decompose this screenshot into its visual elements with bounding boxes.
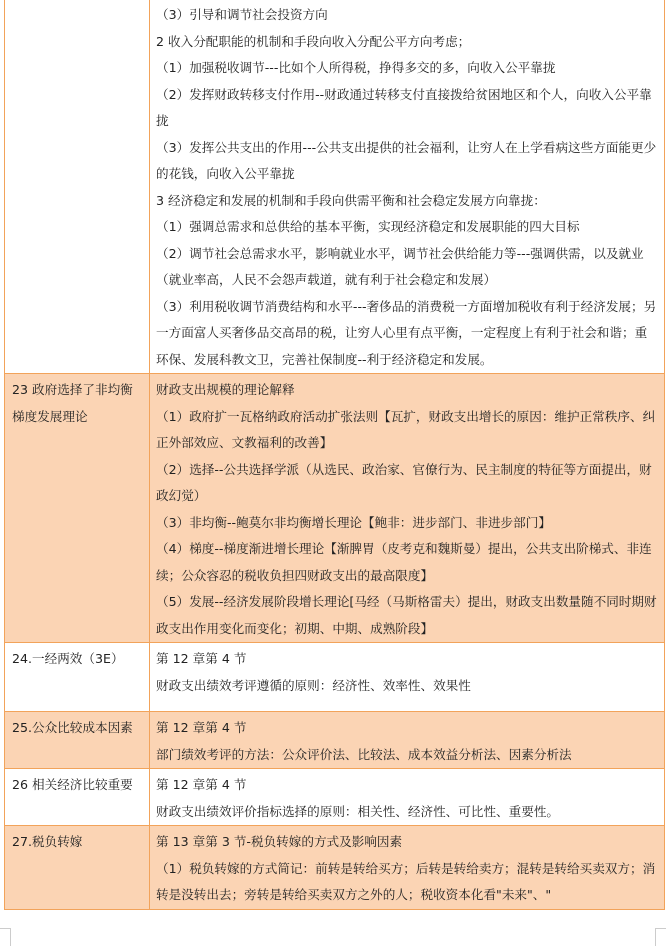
row-label: 24.一经两效（3E） — [5, 643, 150, 712]
content-line: （1）加强税收调节---比如个人所得税，挣得多交的多，向收入公平靠拢 — [156, 60, 556, 75]
row-content — [150, 712, 665, 769]
table-row — [5, 826, 665, 910]
table-row — [5, 374, 665, 643]
content-line: 第 12 章第 4 节 — [156, 777, 247, 792]
page-corner-mark — [655, 928, 666, 946]
content-line: （1）税负转嫁的方式简记：前转是转给买方；后转是转给卖方；混转是转给买卖双方；消转是没转出去；旁转是转给买卖双方之外的人；税收资本化看"未来"、" — [156, 860, 656, 902]
content-line: （5）发展--经济发展阶段增长理论[马经（马斯格雷夫）提出，财政支出数量随不同时期财政支出作用变化而变化；初期、中期、成熟阶段】 — [156, 594, 657, 636]
content-line: 财政支出绩效考评遵循的原则：经济性、效率性、效果性 — [156, 677, 471, 693]
content-line: 部门绩效考评的方法：公众评价法、比较法、成本效益分析法、因素分析法 — [156, 746, 572, 762]
content-line: 财政支出规模的理论解释 — [156, 382, 295, 397]
table-row — [5, 643, 665, 712]
content-line: 第 13 章第 3 节-税负转嫁的方式及影响因素 — [156, 834, 403, 849]
notes-table — [4, 0, 665, 910]
row-content — [150, 0, 665, 374]
row-label: 27.税负转嫁 — [5, 826, 150, 910]
table-row — [5, 712, 665, 769]
content-line: （1）政府扩一瓦格纳政府活动扩张法则【瓦扩，财政支出增长的原因：维护正常秩序、纠正外部效应、文教福利的改善】 — [156, 408, 656, 450]
content-line: 2 收入分配职能的机制和手段向收入分配公平方向考虑； — [156, 33, 471, 49]
content-line: 第 12 章第 4 节 — [156, 720, 247, 735]
content-line: （3）利用税收调节消费结构和水平---奢侈品的消费税一方面增加税收有利于经济发展；另一方面富人买奢侈品交高昂的税，让穷人心里有点平衡，一定程度上有利于社会和谐；重环保、发展科教文卫，完善社保制度--利于经济稳定和发展。 — [156, 298, 657, 367]
content-line: （2）发挥财政转移支付作用--财政通过转移支付直接拨给贫困地区和个人，向收入公平靠拢 — [156, 86, 652, 128]
content-line: （2）选择--公共选择学派（从选民、政治家、官僚行为、民主制度的特征等方面提出，财政幻觉） — [156, 461, 652, 503]
content-line: （4）梯度--梯度渐进增长理论【渐脾胃（皮考克和魏斯曼）提出，公共支出阶梯式、非连续；公众容忍的税收负担四财政支出的最高限度】 — [156, 541, 652, 583]
content-line: （2）调节社会总需求水平，影响就业水平，调节社会供给能力等---强调供需，以及就业（就业率高，人民不会怨声载道，就有利于社会稳定和发展） — [156, 245, 644, 287]
content-line: 第 12 章第 4 节 — [156, 651, 247, 666]
content-line: （3）引导和调节社会投资方向 — [156, 7, 328, 22]
row-content — [150, 826, 665, 910]
row-content — [150, 769, 665, 826]
content-line: 3 经济稳定和发展的机制和手段向供需平衡和社会稳定发展方向靠拢： — [156, 192, 546, 208]
row-content — [150, 643, 665, 712]
row-content — [150, 374, 665, 643]
content-line: （1）强调总需求和总供给的基本平衡，实现经济稳定和发展职能的四大目标 — [156, 219, 580, 234]
content-line: 财政支出绩效评价指标选择的原则：相关性、经济性、可比性、重要性。 — [156, 803, 559, 819]
row-label: 25.公众比较成本因素 — [5, 712, 150, 769]
table-row — [5, 0, 665, 374]
row-label — [5, 0, 150, 374]
row-label: 26 相关经济比较重要 — [5, 769, 150, 826]
page-corner-mark — [0, 928, 11, 946]
table-row — [5, 769, 665, 826]
content-line: （3）非均衡--鲍莫尔非均衡增长理论【鲍非：进步部门、非进步部门】 — [156, 514, 551, 530]
content-line: （3）发挥公共支出的作用---公共支出提供的社会福利，让穷人在上学看病这些方面能更少的花钱，向收入公平靠拢 — [156, 139, 657, 181]
row-label: 23 政府选择了非均衡梯度发展理论 — [5, 374, 150, 643]
